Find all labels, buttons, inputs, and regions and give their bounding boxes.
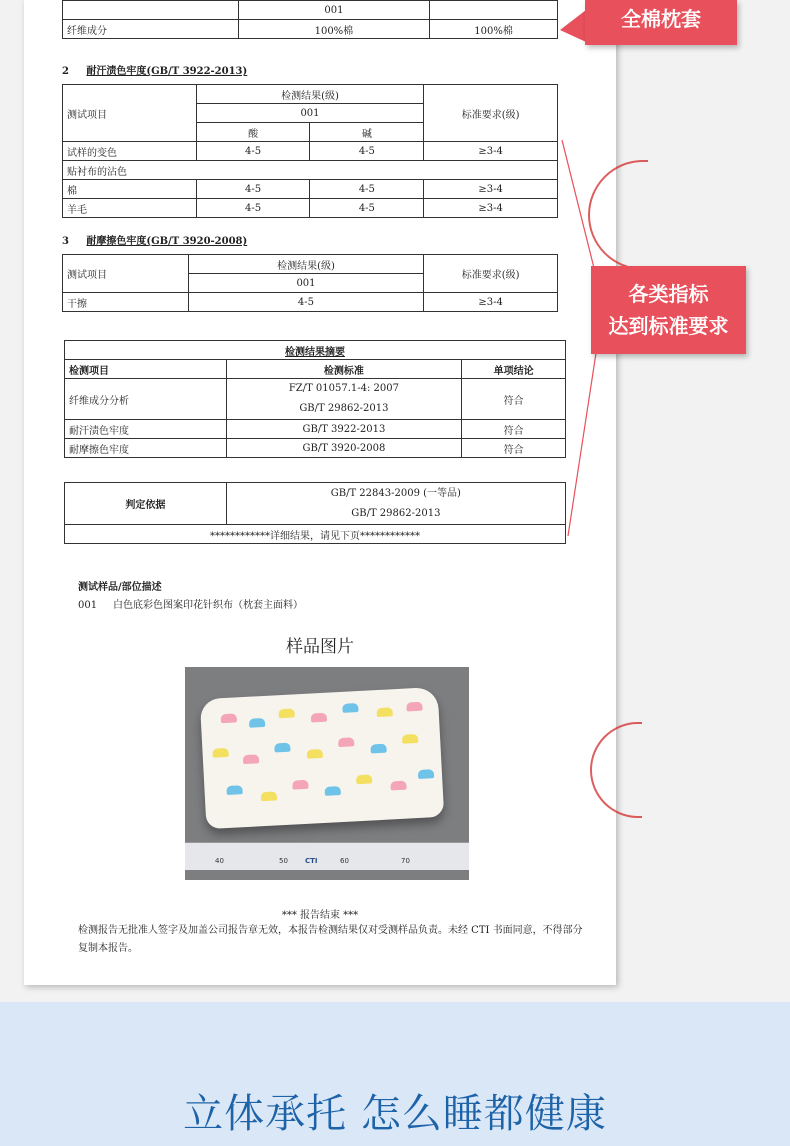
- rubbing-table: [62, 254, 558, 312]
- code-cell: 001: [238, 1, 430, 20]
- header-std: 标准要求(级): [424, 255, 558, 293]
- section-2-title: 2 耐汗渍色牢度(GB/T 3922-2013): [62, 66, 248, 77]
- header-std: 标准要求(级): [424, 85, 558, 142]
- section-3-title: 3 耐摩擦色牢度(GB/T 3920-2008): [62, 236, 248, 247]
- header-result: 单项结论: [462, 360, 566, 379]
- header-code: 001: [188, 274, 424, 293]
- table-row: 羊毛 4-5 4-5 ≥3-4: [63, 199, 558, 218]
- header-item: 测试项目: [63, 85, 197, 142]
- header-result: 检测结果(级): [188, 255, 424, 274]
- table-row: 棉 4-5 4-5 ≥3-4: [63, 180, 558, 199]
- judgement-label: 判定依据: [65, 483, 227, 525]
- perspiration-table: [62, 84, 558, 218]
- fiber-table: [62, 0, 558, 39]
- summary-table: [64, 340, 566, 458]
- value-cell: 100%棉: [430, 20, 558, 39]
- sample-desc-title: 测试样品/部位描述: [78, 582, 162, 593]
- header-code: 001: [196, 104, 424, 123]
- footnote: 检测报告无批准人签字及加盖公司报告章无效，本报告检测结果仅对受测样品负责。未经 CTI 书面同意，不得部分复制本报告。: [78, 925, 583, 954]
- table-row: 耐摩擦色牢度 GB/T 3920-2008 符合: [65, 439, 566, 458]
- sample-photo-title: 样品图片: [286, 637, 354, 657]
- ruler: 40 50 CTI 60 70: [185, 842, 469, 870]
- header-item: 测试项目: [63, 255, 189, 293]
- header-result: 检测结果(级): [196, 85, 424, 104]
- value-cell: 100%棉: [238, 20, 430, 39]
- table-row: 试样的变色 4-5 4-5 ≥3-4: [63, 142, 558, 161]
- judgement-note: ************详细结果，请见下页************: [65, 525, 566, 544]
- callout-cotton-cover: 全棉枕套: [585, 0, 737, 45]
- summary-title: 检测结果摘要: [65, 341, 566, 360]
- header-item: 检测项目: [65, 360, 227, 379]
- callout-standards-met: 各类指标 达到标准要求: [591, 266, 746, 354]
- header-acid: 酸: [196, 123, 310, 142]
- table-row: 耐汗渍色牢度 GB/T 3922-2013 符合: [65, 420, 566, 439]
- report-end: *** 报告结束 ***: [281, 910, 359, 921]
- table-row: 干擦 4-5 ≥3-4: [63, 293, 558, 312]
- header-std: 检测标准: [226, 360, 462, 379]
- slogan: 立体承托 怎么睡都健康: [183, 1091, 607, 1137]
- table-row: 贴衬布的沾色: [63, 161, 558, 180]
- sample-photo: [185, 667, 469, 880]
- pillow-image: [200, 687, 444, 829]
- header-alkali: 碱: [310, 123, 424, 142]
- row-label: 纤维成分: [63, 20, 239, 39]
- sample-desc: 001 白色底彩色图案印花针织布（枕套主面料）: [78, 600, 303, 611]
- table-row: 纤维成分分析 FZ/T 01057.1-4: 2007 GB/T 29862-2013 符合: [65, 379, 566, 420]
- report-page: [24, 0, 616, 985]
- judgement-table: 判定依据 GB/T 22843-2009 (一等品) GB/T 29862-2013 ************详细结果，请见下页************: [64, 482, 566, 544]
